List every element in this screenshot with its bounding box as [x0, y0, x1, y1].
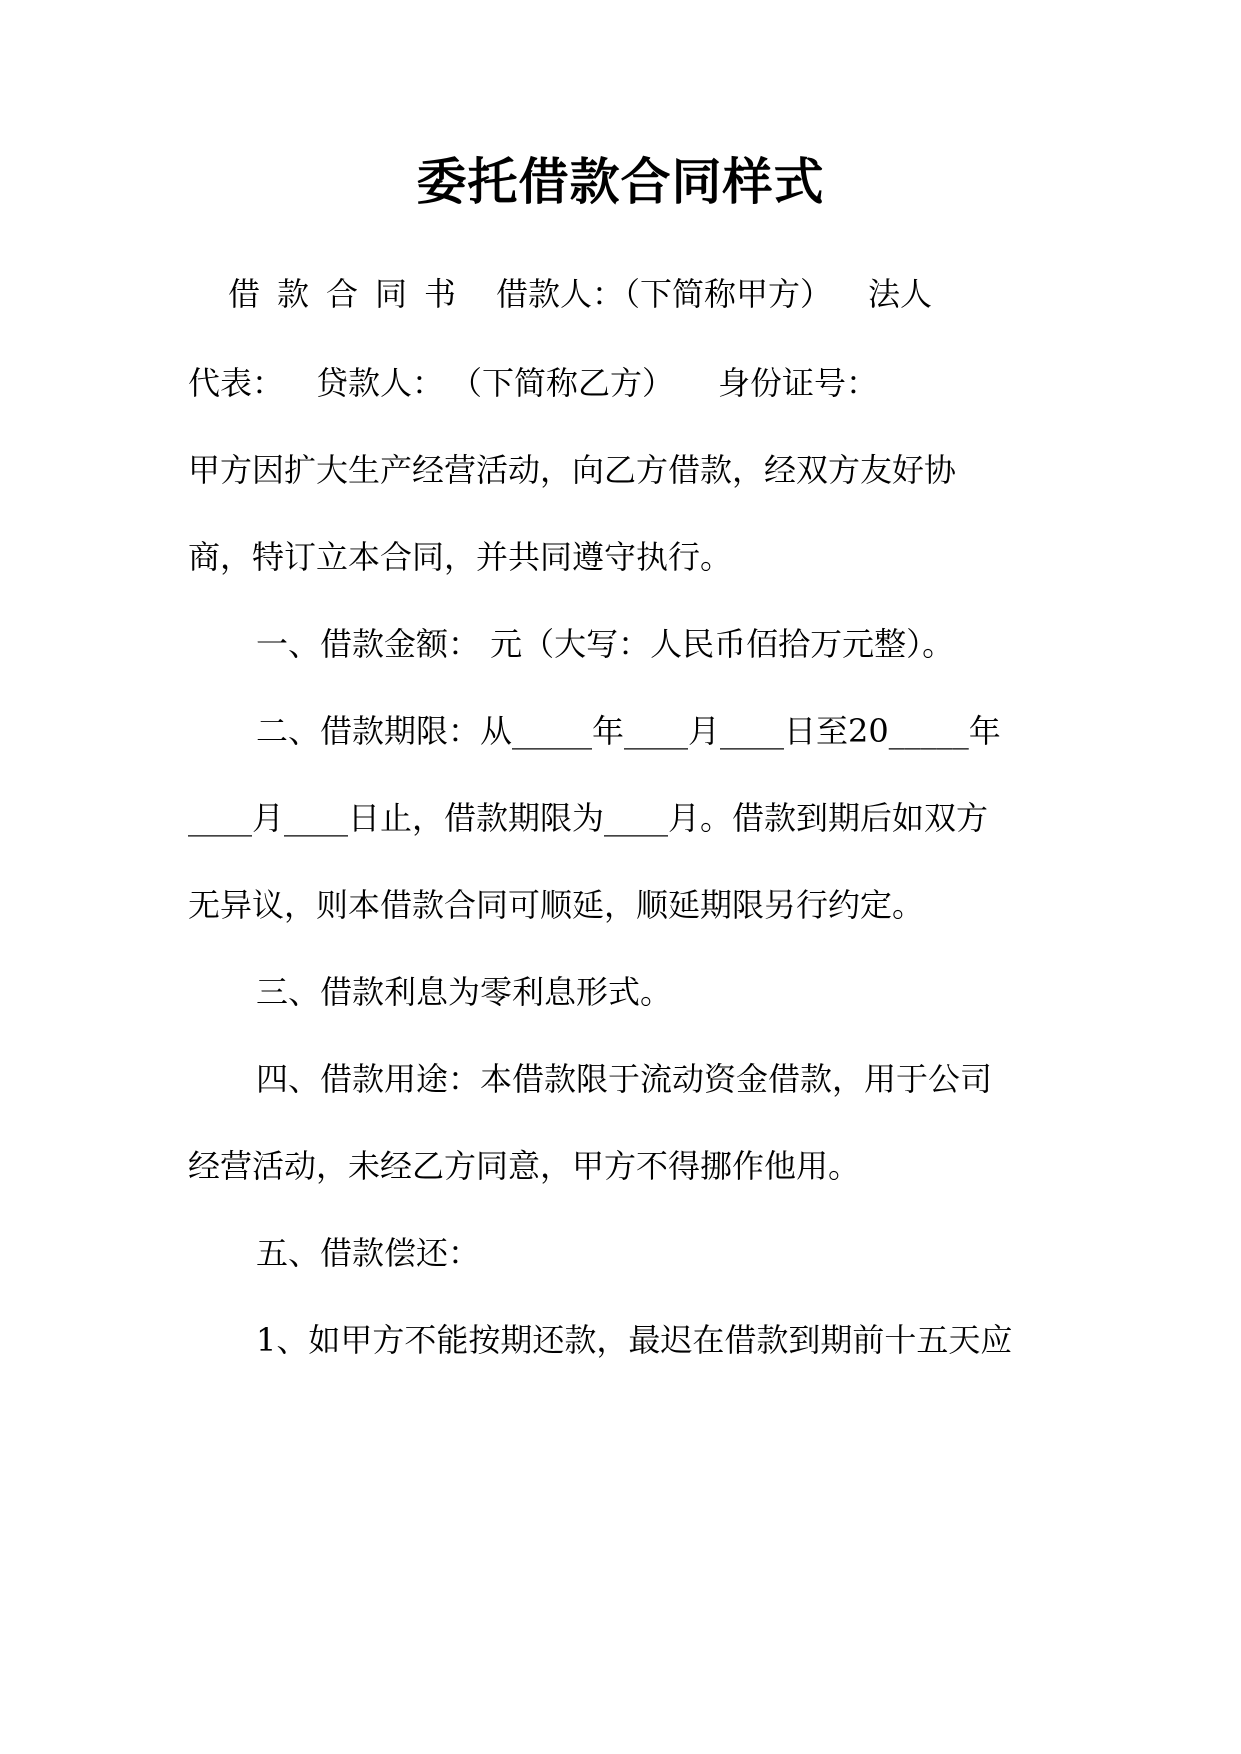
clause-loan-use-cont: 经营活动，未经乙方同意，甲方不得挪作他用。 [188, 1147, 861, 1185]
clause-loan-term-renewal: 无异议，则本借款合同可顺延，顺延期限另行约定。 [188, 886, 925, 924]
body-line-agreement: 商，特订立本合同，并共同遵守执行。 [188, 538, 733, 576]
document-title: 委托借款合同样式 [416, 153, 825, 211]
clause-repayment: 五、借款偿还： [256, 1234, 481, 1272]
lender-label: 贷款人： [316, 364, 445, 402]
borrower-label: 借款人：（下简称甲方） [496, 275, 833, 313]
clause-loan-term-cont: ____月____日止，借款期限为____月。借款到期后如双方 [188, 799, 989, 837]
clause-loan-amount: 一、借款金额： 元（大写：人民币佰拾万元整）。 [256, 625, 955, 663]
lender-note: （下简称乙方） [450, 364, 675, 402]
legal-rep-label-end: 代表： [188, 364, 285, 402]
legal-rep-label-start: 法人 [868, 275, 933, 313]
clause-interest: 三、借款利息为零利息形式。 [256, 973, 673, 1011]
contract-book-title: 借款合同书 [228, 275, 474, 313]
clause-repayment-item-1: 1、如甲方不能按期还款，最迟在借款到期前十五天应 [256, 1321, 1013, 1359]
clause-loan-use: 四、借款用途：本借款限于流动资金借款，用于公司 [256, 1060, 993, 1098]
id-number-label: 身份证号： [718, 364, 879, 402]
clause-loan-term: 二、借款期限：从_____年____月____日至20_____年 [256, 712, 1001, 750]
body-line-purpose: 甲方因扩大生产经营活动，向乙方借款，经双方友好协 [188, 451, 957, 489]
